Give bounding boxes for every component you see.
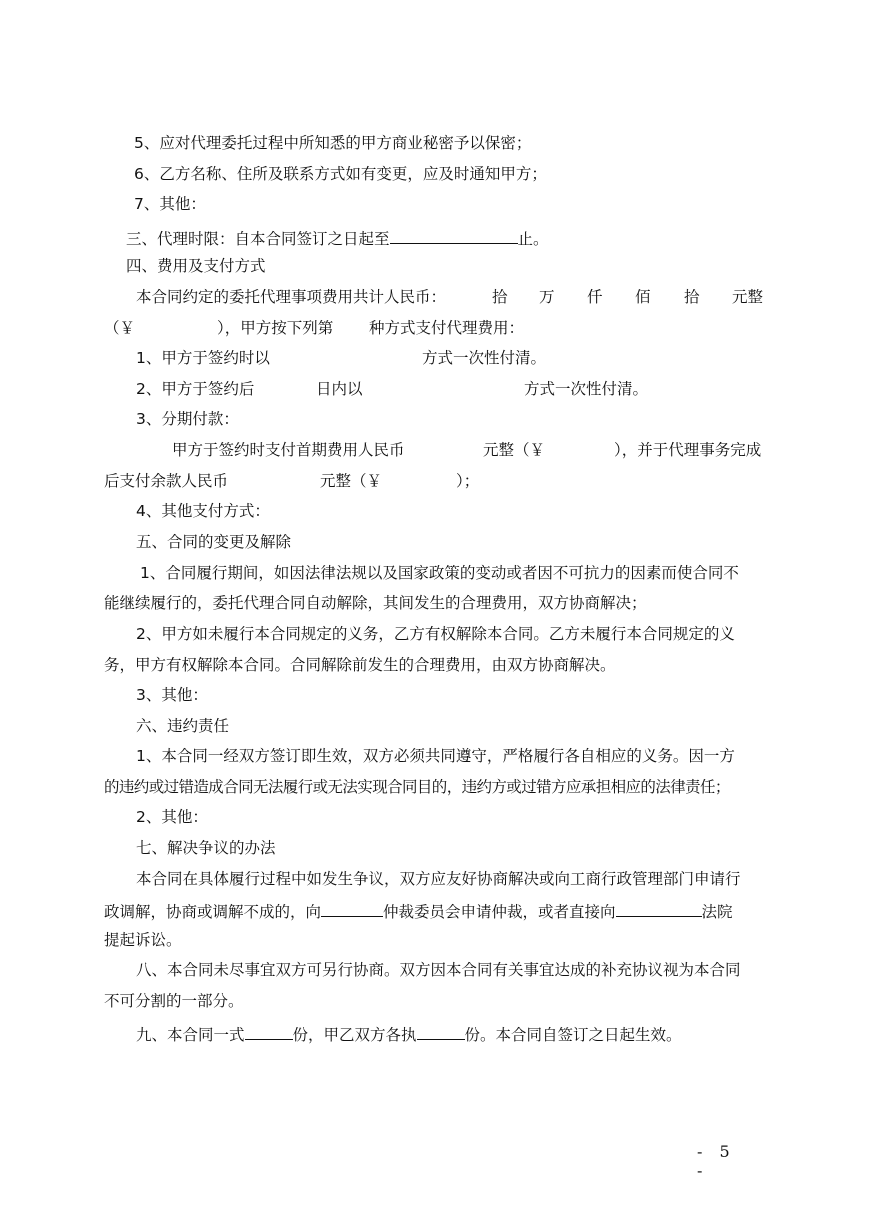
clause-line — [136, 869, 741, 889]
section-heading — [136, 532, 291, 552]
court-blank — [616, 899, 702, 917]
clause-line — [134, 133, 531, 153]
clause-line — [104, 777, 730, 797]
clause-line — [134, 164, 547, 184]
payment-option — [316, 379, 363, 399]
installment-text: ）； — [456, 472, 480, 490]
unit-text: 元整 — [732, 288, 764, 306]
clause-text: 1、合同履行期间，如因法律法规以及国家政策的变动或者因不可抗力的因素而使合同不 — [140, 564, 739, 582]
page-number: - 5 - — [697, 1142, 736, 1180]
payment-option — [136, 348, 270, 368]
clause-text: 2、其他： — [136, 808, 208, 826]
arbitration-text: 仲裁委员会申请仲裁，或者直接向 — [383, 903, 616, 921]
arbitration-line — [104, 899, 733, 922]
clause-line — [140, 563, 739, 583]
copies-text: 份。本合同自签订之日起生效。 — [464, 1026, 682, 1044]
installment-line — [320, 471, 382, 491]
fee-line — [104, 318, 135, 338]
term-text: 三、代理时限：自本合同签订之日起至 — [126, 230, 390, 248]
unit-text: 仟 — [587, 288, 603, 306]
payment-text: 3、分期付款： — [136, 410, 239, 428]
clause-text: 1、本合同一经双方签订即生效，双方必须共同遵守，严格履行各自相应的义务。因一方 — [136, 747, 735, 765]
end-date-blank — [390, 226, 518, 244]
clause-line — [104, 991, 244, 1011]
arbitration-text: 法院 — [701, 903, 733, 921]
payment-text: 方式一次性付清。 — [524, 380, 649, 398]
payment-text: 方式一次性付清。 — [422, 349, 547, 367]
payment-option — [422, 348, 546, 368]
clause-text: 的违约或过错造成合同无法履行或无法实现合同目的，违约方或过错方应承担相应的法律责任； — [104, 778, 730, 796]
clause-line — [136, 960, 741, 980]
installment-text: 后支付余款人民币 — [104, 472, 229, 490]
clause-text: 提起诉讼。 — [104, 931, 182, 949]
copies-text: 九、本合同一式 — [136, 1026, 245, 1044]
clause-text: 本合同在具体履行过程中如发生争议，双方应友好协商解决或向工商行政管理部门申请行 — [136, 870, 741, 888]
installment-line — [483, 440, 545, 460]
clause-line — [136, 624, 735, 644]
fee-unit — [684, 287, 700, 307]
fee-text: （￥ — [104, 319, 136, 337]
section-heading — [136, 838, 276, 858]
copies-each-blank — [417, 1022, 465, 1040]
section-heading — [126, 256, 266, 276]
installment-text: ），并于代理事务完成 — [614, 441, 762, 459]
clause-text: 6、乙方名称、住所及联系方式如有变更，应及时通知甲方； — [134, 165, 547, 183]
clause-text: 7、其他： — [134, 195, 206, 213]
installment-line — [456, 471, 479, 491]
unit-text: 拾 — [684, 288, 700, 306]
fee-unit — [635, 287, 651, 307]
fee-text: 种方式支付代理费用： — [369, 319, 525, 337]
payment-text: 2、甲方于签约后 — [136, 380, 255, 398]
copies-total-blank — [245, 1022, 293, 1040]
copies-text: 份，甲乙双方各执 — [292, 1026, 417, 1044]
payment-option — [136, 501, 270, 521]
fee-line — [136, 287, 446, 307]
term-line — [126, 226, 549, 249]
clause-line — [104, 930, 182, 950]
clause-line — [134, 194, 206, 214]
fee-unit — [492, 287, 508, 307]
clause-text: 能继续履行的，委托代理合同自动解除，其间发生的合理费用，双方协商解决； — [104, 594, 647, 612]
installment-text: 元整（￥ — [483, 441, 546, 459]
term-text-end: 止。 — [517, 230, 549, 248]
payment-option — [136, 409, 239, 429]
fee-line — [369, 318, 524, 338]
section-heading-text: 六、违约责任 — [136, 717, 230, 735]
section-heading-text: 七、解决争议的办法 — [136, 839, 276, 857]
unit-text: 佰 — [635, 288, 651, 306]
section-heading-text: 五、合同的变更及解除 — [136, 533, 292, 551]
clause-line — [104, 593, 647, 613]
copies-line — [136, 1022, 682, 1045]
clause-line — [104, 655, 616, 675]
payment-text: 日内以 — [316, 380, 363, 398]
fee-text: ），甲方按下列第 — [217, 319, 334, 337]
fee-line — [217, 318, 333, 338]
unit-text: 万 — [539, 288, 555, 306]
payment-text: 1、甲方于签约时以 — [136, 349, 270, 367]
section-heading-text: 四、费用及支付方式 — [126, 257, 266, 275]
section-heading — [136, 716, 229, 736]
installment-line — [104, 471, 228, 491]
installment-text: 甲方于签约时支付首期费用人民币 — [172, 441, 405, 459]
clause-text: 5、应对代理委托过程中所知悉的甲方商业秘密予以保密； — [134, 134, 532, 152]
payment-option — [524, 379, 648, 399]
clause-line — [136, 685, 208, 705]
clause-text: 3、其他： — [136, 686, 208, 704]
clause-line — [136, 746, 735, 766]
clause-text: 2、甲方如未履行本合同规定的义务，乙方有权解除本合同。乙方未履行本合同规定的义 — [136, 625, 735, 643]
unit-text: 拾 — [492, 288, 508, 306]
fee-text: 本合同约定的委托代理事项费用共计人民币： — [136, 288, 447, 306]
arbitration-text: 政调解，协商或调解不成的，向 — [104, 903, 322, 921]
installment-line — [614, 440, 761, 460]
installment-line — [172, 440, 405, 460]
arbitration-commission-blank — [321, 899, 383, 917]
installment-text: 元整（￥ — [320, 472, 383, 490]
fee-unit — [587, 287, 603, 307]
clause-text: 务，甲方有权解除本合同。合同解除前发生的合理费用，由双方协商解决。 — [104, 656, 616, 674]
fee-unit — [732, 287, 763, 307]
clause-text: 八、本合同未尽事宜双方可另行协商。双方因本合同有关事宜达成的补充协议视为本合同 — [136, 961, 741, 979]
clause-line — [136, 807, 208, 827]
fee-unit — [539, 287, 555, 307]
clause-text: 不可分割的一部分。 — [104, 992, 244, 1010]
payment-option — [136, 379, 254, 399]
payment-text: 4、其他支付方式： — [136, 502, 270, 520]
